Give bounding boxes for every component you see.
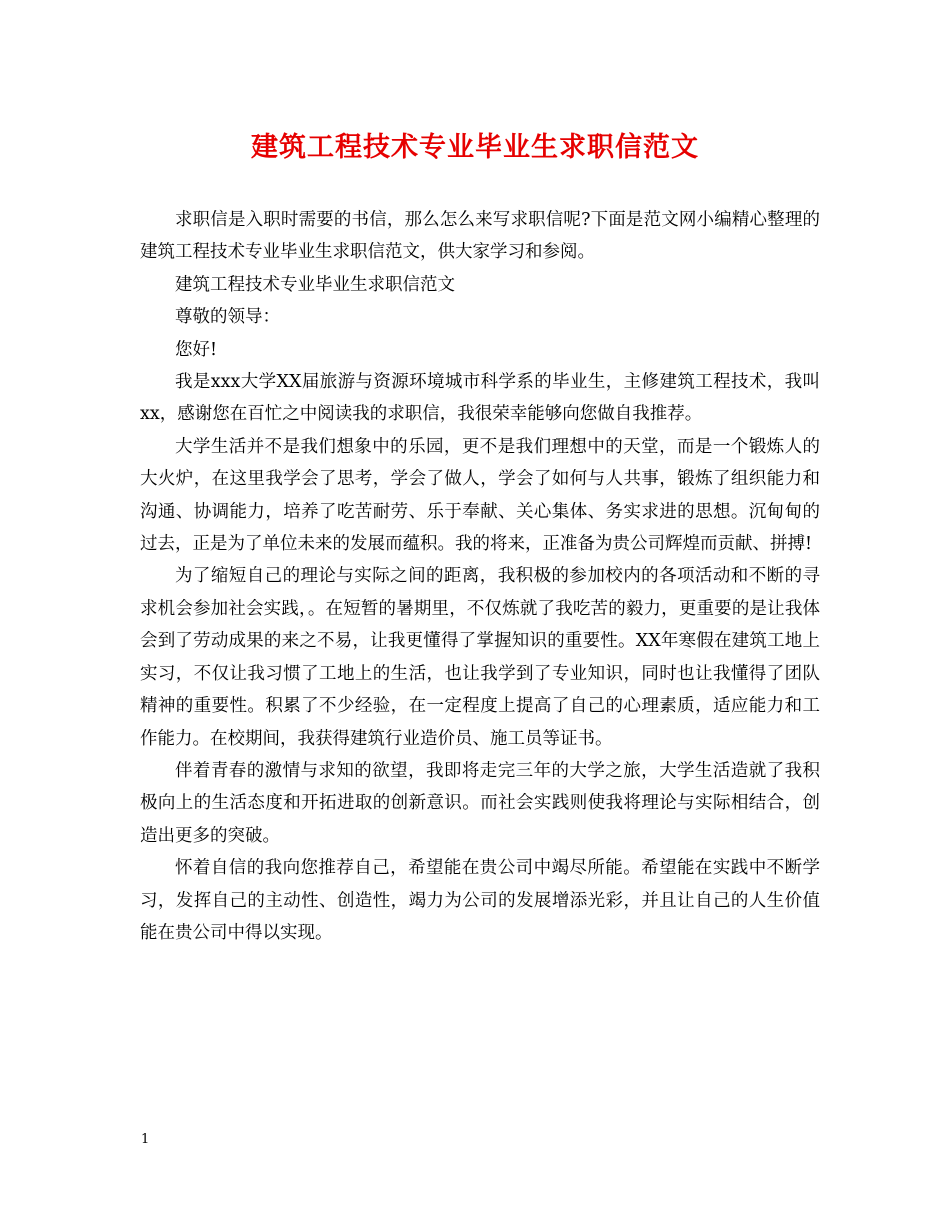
self-introduction-paragraph: 我是xxx大学XX届旅游与资源环境城市科学系的毕业生，主修建筑工程技术，我叫xx，感谢您在百忙之中阅读我的求职信，我很荣幸能够向您做自我推荐。 [140,372,820,425]
greeting: 您好! [175,339,218,360]
college-life-paragraph: 大学生活并不是我们想象中的乐园，更不是我们理想中的天堂，而是一个锻炼人的大火炉，在这里我学会了思考，学会了做人，学会了如何与人共事，锻炼了组织能力和沟通、协调能力，培养了吃苦耐劳、乐于奉献、关心集体、务实求进的思想。沉甸甸的过去，正是为了单位未来的发展而蕴积。我的将来，正准备为贵公司辉煌而贡献、拼搏! [140,436,820,555]
intro-paragraph: 求职信是入职时需要的书信，那么怎么来写求职信呢?下面是范文网小编精心整理的建筑工程技术专业毕业生求职信范文，供大家学习和参阅。 [140,210,820,263]
page-number: 1 [141,1132,150,1147]
practice-paragraph: 为了缩短自己的理论与实际之间的距离，我积极的参加校内的各项活动和不断的寻求机会参加社会实践，。在短暂的暑期里，不仅炼就了我吃苦的毅力，更重要的是让我体会到了劳动成果的来之不易，让我更懂得了掌握知识的重要性。XX年寒假在建筑工地上实习，不仅让我习惯了工地上的生活，也让我学到了专业知识，同时也让我懂得了团队精神的重要性。积累了不少经验，在一定程度上提高了自己的心理素质，适应能力和工作能力。在校期间，我获得建筑行业造价员、施工员等证书。 [140,566,820,749]
document-body [140,204,820,949]
youth-paragraph: 伴着青春的激情与求知的欲望，我即将走完三年的大学之旅，大学生活造就了我积极向上的生活态度和开拓进取的创新意识。而社会实践则使我将理论与实际相结合，创造出更多的突破。 [140,760,820,846]
letter-heading: 建筑工程技术专业毕业生求职信范文 [175,274,455,295]
recommendation-paragraph: 怀着自信的我向您推荐自己，希望能在贵公司中竭尽所能。希望能在实践中不断学习，发挥自己的主动性、创造性，竭力为公司的发展增添光彩，并且让自己的人生价值能在贵公司中得以实现。 [140,858,820,943]
salutation: 尊敬的领导： [175,307,280,328]
document-title: 建筑工程技术专业毕业生求职信范文 [251,132,699,163]
